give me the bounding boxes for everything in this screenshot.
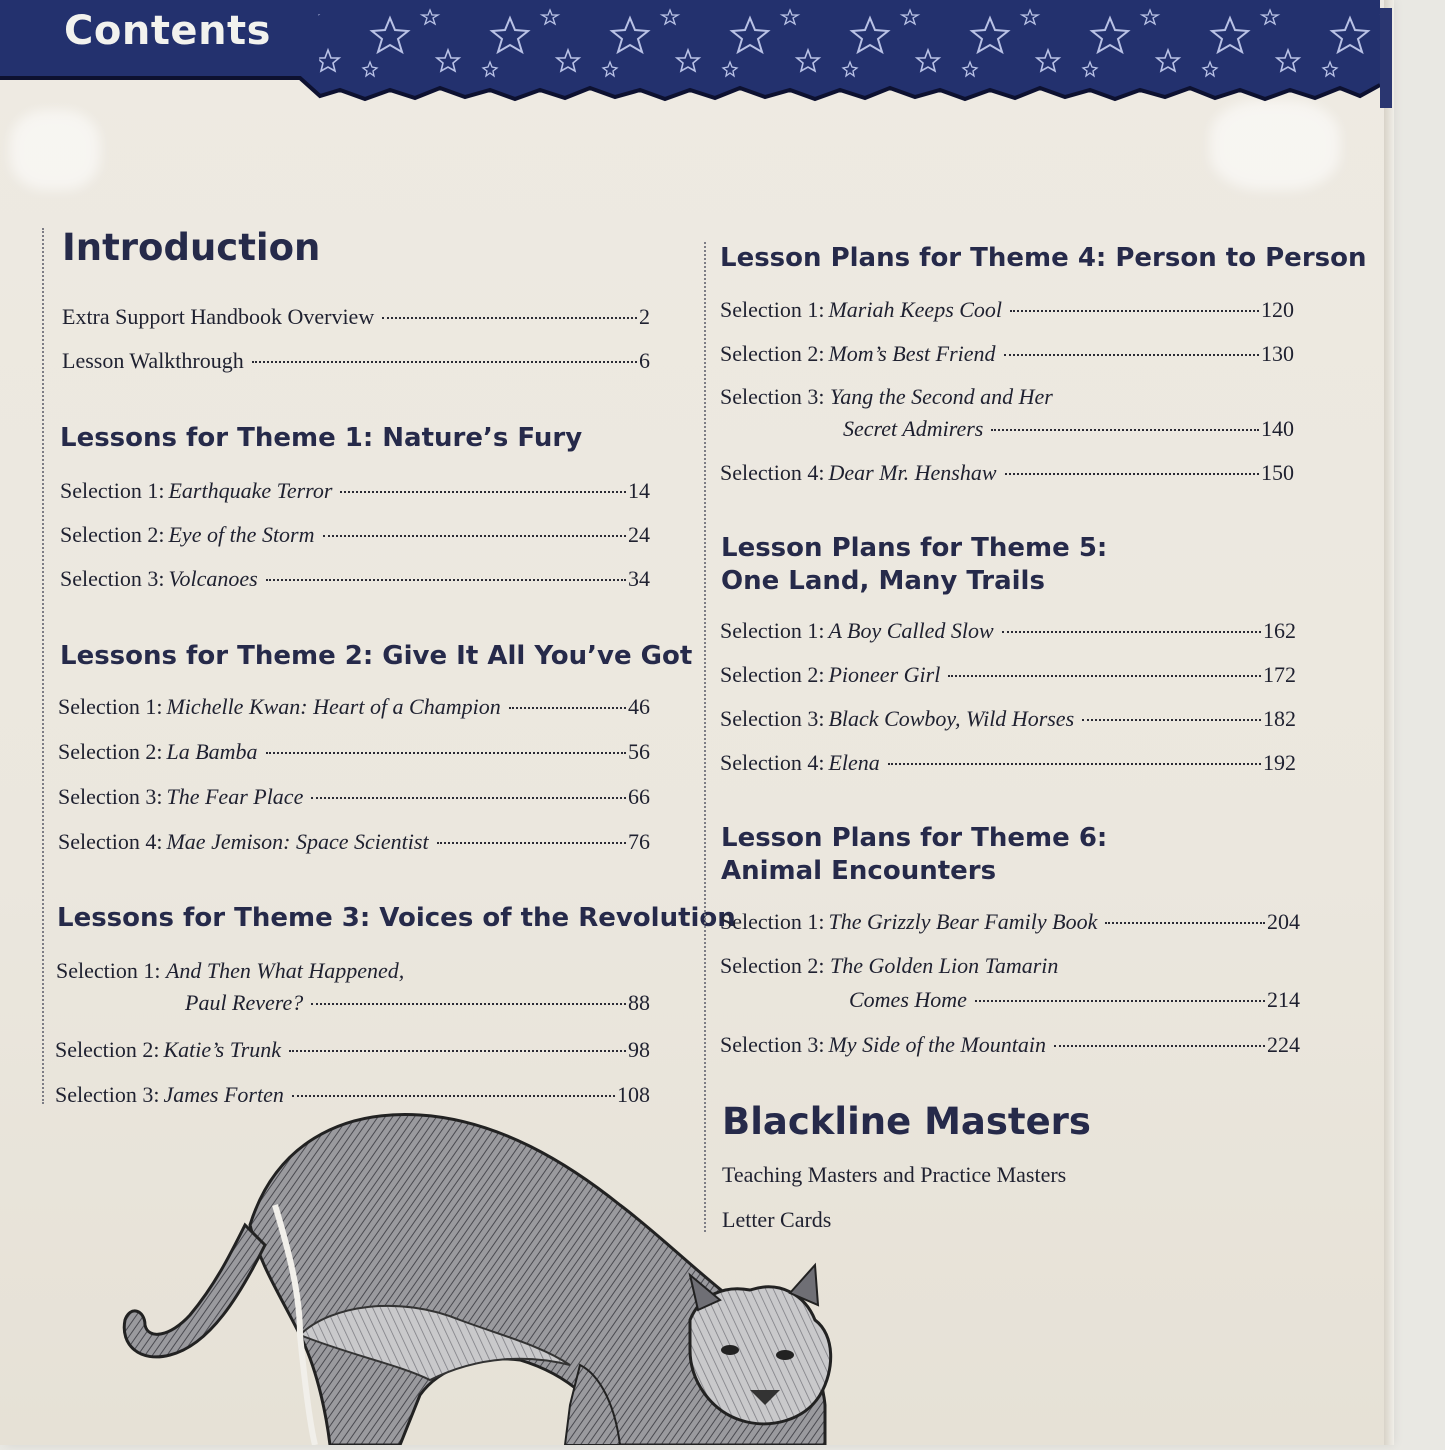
leader-dots (1054, 1045, 1265, 1047)
page-edge (1384, 0, 1394, 1445)
entry-label: Selection 3: (60, 566, 165, 591)
banner-title: Contents (64, 8, 271, 54)
entry-label: Selection 1: (720, 909, 825, 934)
leader-dots (888, 763, 1261, 765)
page-number: 192 (1263, 750, 1296, 775)
section-heading-introduction: Introduction (62, 226, 321, 269)
entry-label: Selection 2: (720, 341, 825, 366)
entry-label: Selection 3: (720, 1032, 825, 1057)
selection-title-continued: Comes Home (849, 987, 967, 1012)
toc-entry[interactable] (58, 829, 650, 855)
entry-label: Selection 3: (720, 384, 825, 409)
page-number: 14 (628, 478, 650, 503)
toc-entry[interactable]: Teaching Masters and Practice Masters (722, 1162, 1067, 1187)
selection-title: Black Cowboy, Wild Horses (828, 706, 1075, 731)
page-number: 2 (639, 304, 650, 329)
leader-dots (437, 842, 626, 844)
leader-dots (311, 1003, 626, 1005)
leader-dots (289, 1050, 626, 1052)
selection-title: And Then What Happened, (165, 958, 405, 983)
heading-line: One Land, Many Trails (721, 566, 1045, 596)
page-number: 150 (1261, 460, 1294, 485)
toc-entry[interactable] (62, 348, 650, 374)
toc-entry[interactable] (60, 478, 650, 504)
toc-entry-continued[interactable] (185, 990, 650, 1016)
leader-dots (382, 317, 637, 319)
selection-title: The Fear Place (166, 784, 304, 809)
section-heading-theme-4: Lesson Plans for Theme 4: Person to Person (720, 243, 1367, 273)
toc-entry[interactable] (720, 341, 1294, 367)
page-number: 6 (639, 348, 650, 373)
paper-stain (10, 110, 100, 190)
heading-line: Lesson Plans for Theme 6: (721, 823, 1108, 853)
toc-entry-continued[interactable] (849, 987, 1300, 1013)
page-number: 24 (628, 522, 650, 547)
page-number: 204 (1267, 909, 1300, 934)
entry-label: Selection 2: (55, 1037, 160, 1062)
leader-dots (311, 797, 626, 799)
selection-title: Volcanoes (168, 566, 258, 591)
page-number: 140 (1261, 416, 1294, 441)
page-number: 172 (1263, 662, 1296, 687)
toc-entry[interactable] (58, 784, 650, 810)
leader-dots (948, 675, 1261, 677)
leader-dots (1004, 354, 1259, 356)
selection-title: Yang the Second and Her (829, 384, 1053, 409)
toc-entry[interactable] (720, 618, 1296, 644)
entry-label: Selection 4: (58, 829, 163, 854)
leader-dots (975, 1000, 1265, 1002)
selection-title: A Boy Called Slow (828, 618, 994, 643)
selection-title: Katie’s Trunk (163, 1037, 282, 1062)
toc-entry[interactable] (720, 1032, 1300, 1058)
selection-title-continued: Secret Admirers (843, 416, 984, 441)
selection-title-continued: Paul Revere? (185, 990, 304, 1015)
selection-title: Mariah Keeps Cool (828, 297, 1003, 322)
entry-label: Selection 3: (720, 706, 825, 731)
leader-dots (1105, 922, 1265, 924)
selection-title: La Bamba (166, 739, 258, 764)
entry-label: Selection 4: (720, 750, 825, 775)
page-number: 76 (628, 829, 650, 854)
entry-label: Selection 1: (56, 958, 161, 983)
heading-line: Animal Encounters (721, 856, 997, 886)
page-number: 34 (628, 566, 650, 591)
paper-stain (1210, 100, 1340, 190)
selection-title: Mom’s Best Friend (828, 341, 996, 366)
leader-dots (1005, 473, 1259, 475)
page-number: 130 (1261, 341, 1294, 366)
section-heading-theme-3: Lessons for Theme 3: Voices of the Revolution (57, 903, 736, 933)
section-heading-theme-5 (721, 532, 1107, 598)
page-number: 56 (628, 739, 650, 764)
selection-title: Dear Mr. Henshaw (828, 460, 997, 485)
heading-line: Lesson Plans for Theme 5: (721, 533, 1108, 563)
page-number: 120 (1261, 297, 1294, 322)
toc-entry-first-line[interactable] (720, 384, 1053, 410)
leader-dots (1002, 631, 1261, 633)
selection-title: My Side of the Mountain (828, 1032, 1046, 1057)
entry-label: Extra Support Handbook Overview (62, 304, 375, 329)
section-heading-blackline-masters: Blackline Masters (722, 1100, 1091, 1143)
entry-label: Selection 2: (58, 739, 163, 764)
leader-dots (509, 707, 626, 709)
toc-entry[interactable] (720, 909, 1300, 935)
selection-title: Earthquake Terror (168, 478, 333, 503)
section-heading-theme-2: Lessons for Theme 2: Give It All You’ve Got (60, 641, 693, 671)
toc-entry[interactable] (720, 706, 1296, 732)
entry-label: Selection 1: (60, 478, 165, 503)
leader-dots (340, 491, 626, 493)
entry-label: Selection 4: (720, 460, 825, 485)
section-heading-theme-6 (721, 822, 1107, 888)
entry-label: Selection 2: (720, 953, 825, 978)
toc-entry[interactable] (720, 750, 1296, 776)
leader-dots (323, 535, 626, 537)
selection-title: The Golden Lion Tamarin (829, 953, 1059, 978)
toc-entry[interactable] (720, 460, 1294, 486)
toc-entry-first-line[interactable] (720, 953, 1058, 979)
toc-entry[interactable] (60, 566, 650, 592)
selection-title: Eye of the Storm (168, 522, 315, 547)
leader-dots (266, 579, 626, 581)
entry-label: Selection 2: (60, 522, 165, 547)
selection-title: James Forten (163, 1082, 284, 1107)
toc-entry[interactable] (58, 739, 650, 765)
page-number: 224 (1267, 1032, 1300, 1057)
toc-entry[interactable]: Letter Cards (722, 1207, 832, 1232)
leader-dots (1082, 719, 1261, 721)
page-number: 182 (1263, 706, 1296, 731)
selection-title: Mae Jemison: Space Scientist (166, 829, 429, 854)
toc-entry[interactable] (58, 694, 650, 720)
page-number: 88 (628, 990, 650, 1015)
selection-title: Pioneer Girl (828, 662, 941, 687)
entry-label: Selection 1: (58, 694, 163, 719)
toc-entry[interactable] (62, 304, 650, 330)
toc-entry[interactable] (720, 662, 1296, 688)
selection-title: Elena (828, 750, 880, 775)
entry-label: Lesson Walkthrough (62, 348, 244, 373)
toc-entry-first-line[interactable] (56, 958, 404, 984)
cougar-illustration (100, 1105, 840, 1445)
leader-dots (252, 361, 637, 363)
section-heading-theme-1: Lessons for Theme 1: Nature’s Fury (60, 423, 583, 453)
page-number: 46 (628, 694, 650, 719)
page-number: 66 (628, 784, 650, 809)
cougar-drawing (100, 1105, 840, 1445)
entry-label: Selection 2: (720, 662, 825, 687)
toc-entry-continued[interactable] (843, 416, 1294, 442)
leader-dots (1010, 310, 1259, 312)
leader-dots (292, 1095, 615, 1097)
page-number: 98 (628, 1037, 650, 1062)
selection-title: Michelle Kwan: Heart of a Champion (166, 694, 501, 719)
page-number: 162 (1263, 618, 1296, 643)
page-number: 214 (1267, 987, 1300, 1012)
entry-label: Selection 3: (58, 784, 163, 809)
leader-dots (266, 752, 626, 754)
entry-label: Selection 1: (720, 618, 825, 643)
page-number: 108 (617, 1082, 650, 1107)
toc-entry[interactable] (720, 297, 1294, 323)
entry-label: Selection 1: (720, 297, 825, 322)
entry-label: Selection 3: (55, 1082, 160, 1107)
selection-title: The Grizzly Bear Family Book (828, 909, 1098, 934)
contents-banner (0, 0, 1392, 108)
leader-dots (991, 429, 1259, 431)
toc-entry[interactable] (55, 1037, 650, 1063)
toc-entry[interactable] (60, 522, 650, 548)
